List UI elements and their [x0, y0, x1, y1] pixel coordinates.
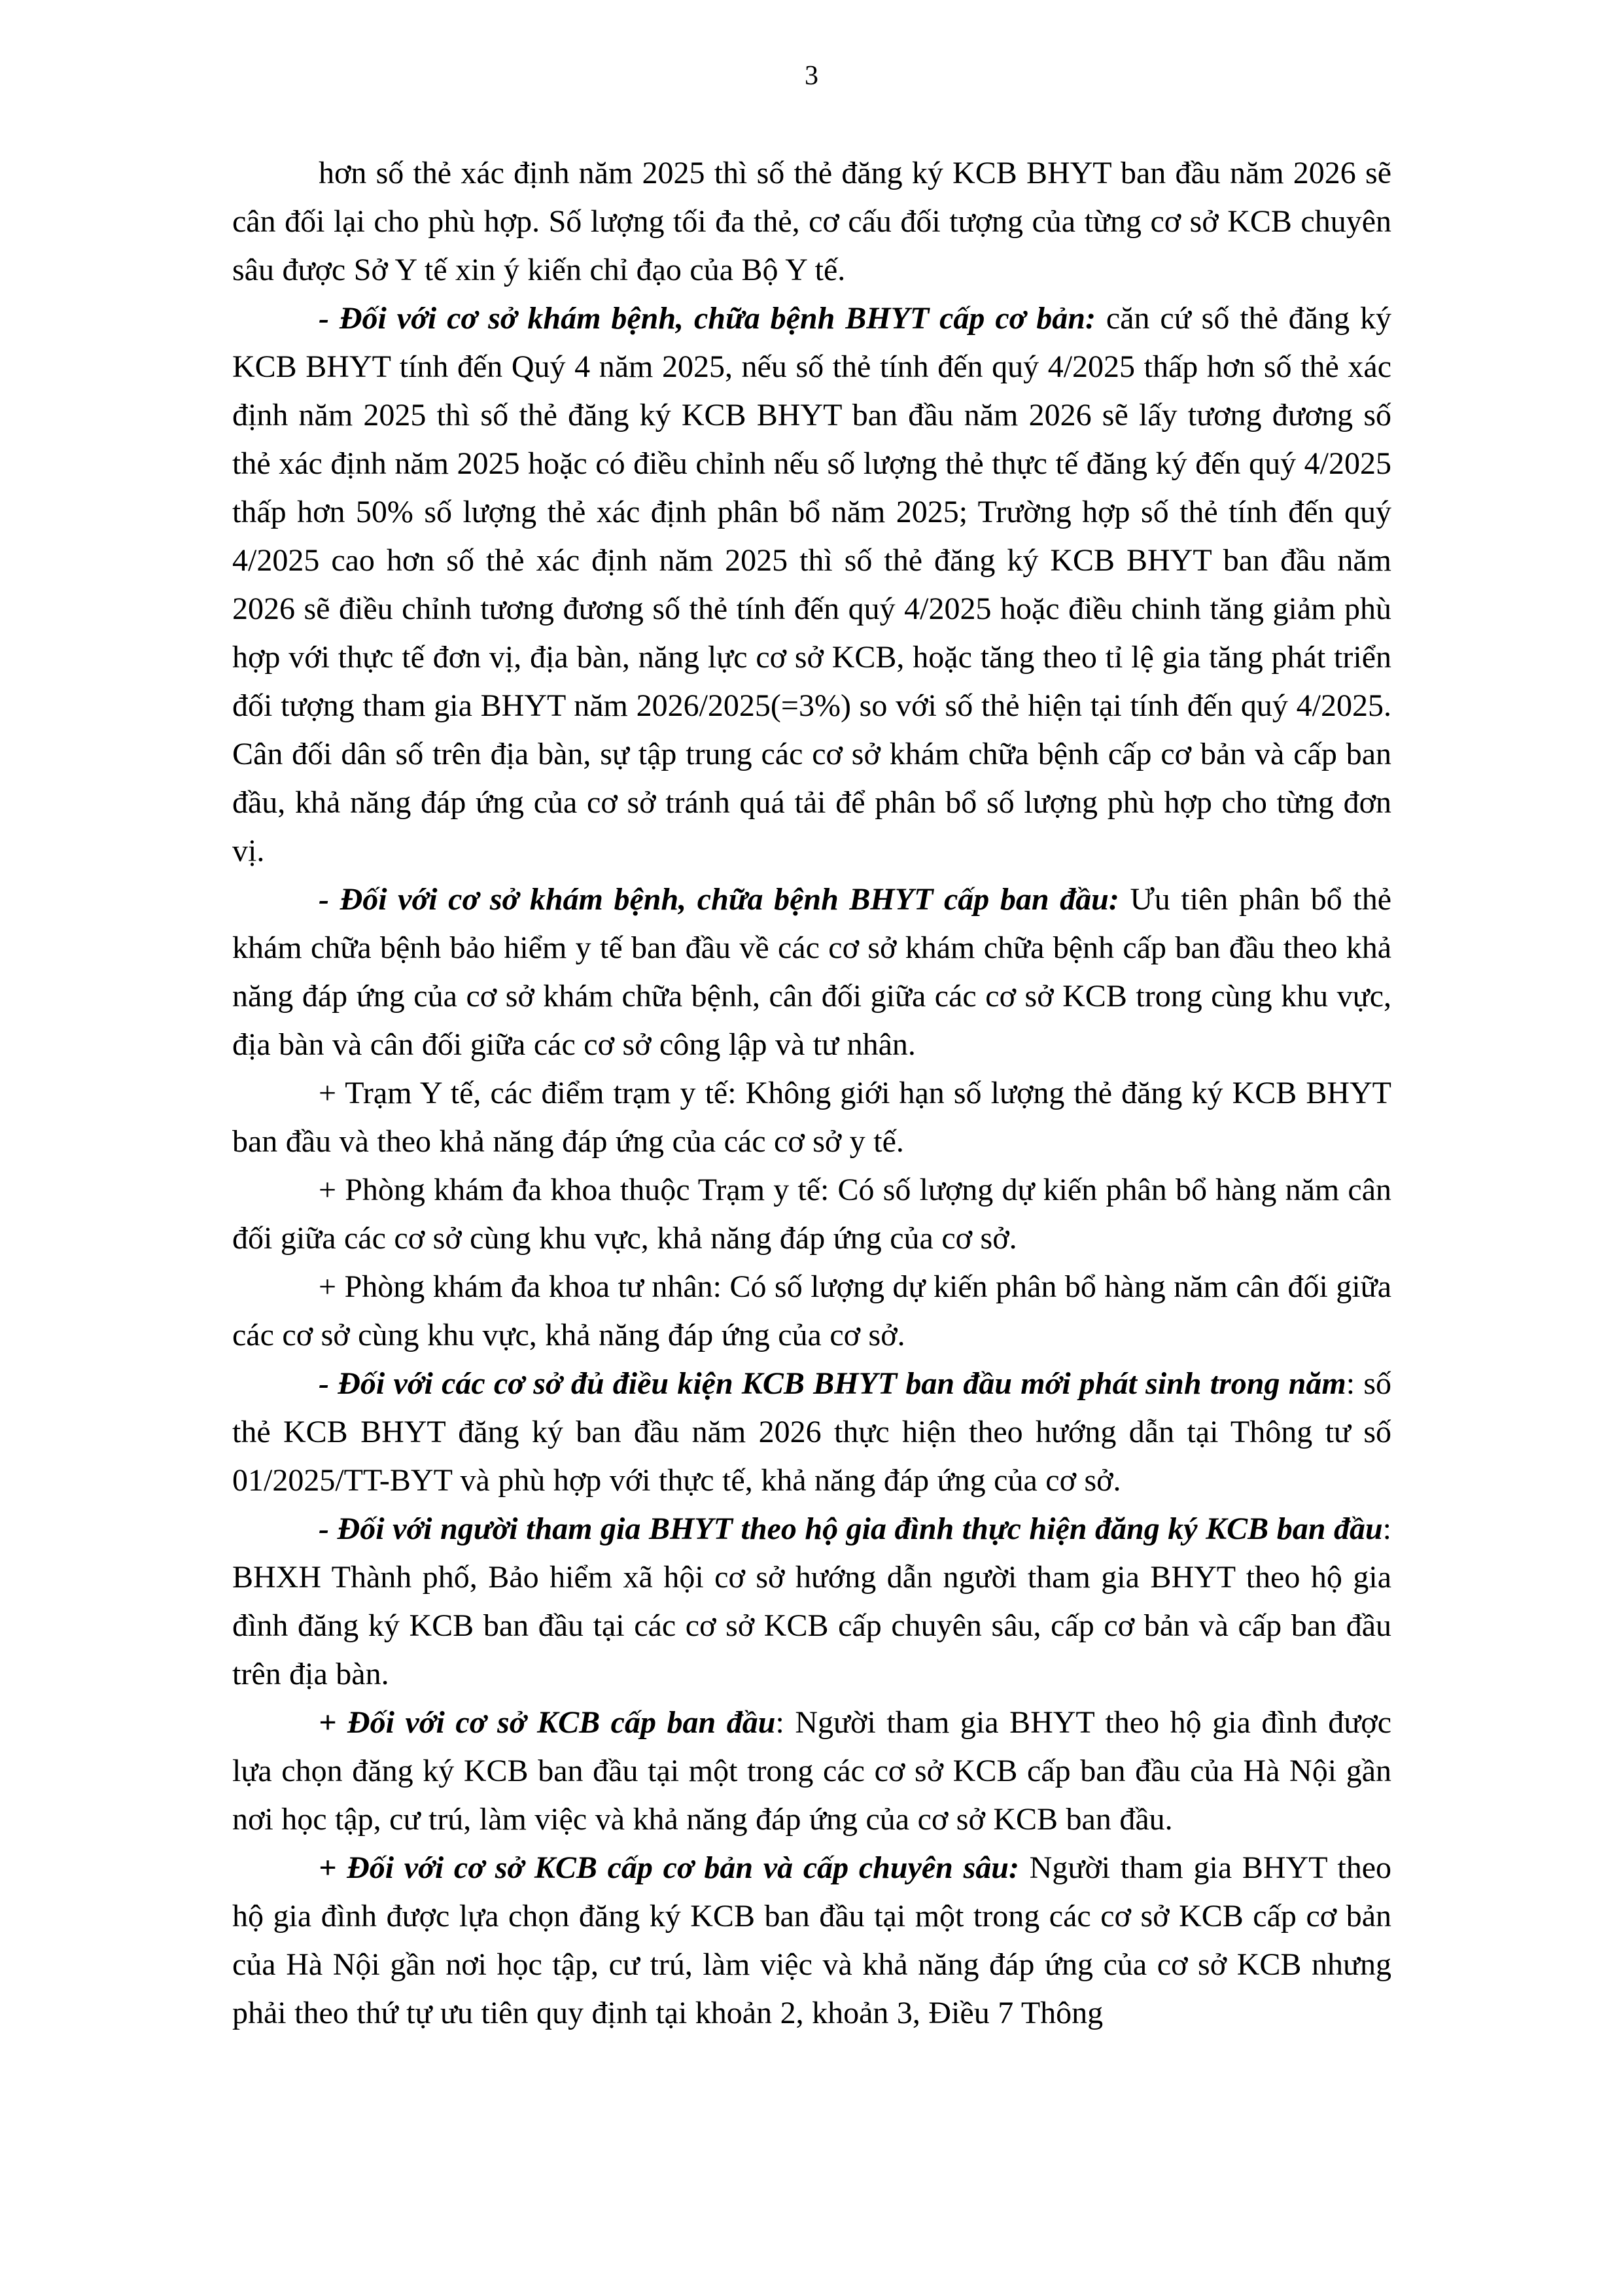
paragraph [232, 149, 1391, 294]
document-body [232, 149, 1391, 2038]
paragraph-text-run: Ưu tiên phân bổ thẻ khám chữa bệnh bảo hiểm y tế ban đầu về các cơ sở khám chữa bệnh cấp ban đầu theo khả năng đáp ứng của cơ sở khám chữa bệnh, cân đối giữa các cơ sở KCB trong cùng khu vực, địa bàn và cân đối giữa các cơ sở công lập và tư nhân. [232, 882, 1391, 1062]
paragraph-text-run: hơn số thẻ xác định năm 2025 thì số thẻ đăng ký KCB BHYT ban đầu năm 2026 sẽ cân đối lại cho phù hợp. Số lượng tối đa thẻ, cơ cấu đối tượng của từng cơ sở KCB chuyên sâu được Sở Y tế xin ý kiến chỉ đạo của Bộ Y tế. [232, 156, 1391, 287]
paragraph [232, 875, 1391, 1069]
paragraph-text-run: : số thẻ KCB BHYT đăng ký ban đầu năm 2026 thực hiện theo hướng dẫn tại Thông tư số 01/2025/TT-BYT và phù hợp với thực tế, khả năng đáp ứng của cơ sở. [232, 1366, 1391, 1498]
paragraph [232, 1844, 1391, 2038]
paragraph-heading-run: + Đối với cơ sở KCB cấp cơ bản và cấp chuyên sâu: [319, 1850, 1019, 1885]
paragraph-heading-run: + Đối với cơ sở KCB cấp ban đầu [319, 1705, 776, 1740]
paragraph [232, 1505, 1391, 1699]
paragraph-text-run: Người tham gia BHYT theo hộ gia đình được lựa chọn đăng ký KCB ban đầu tại một trong các cơ sở KCB cấp cơ bản của Hà Nội gần nơi học tập, cư trú, làm việc và khả năng đáp ứng của cơ sở KCB nhưng phải theo thứ tự ưu tiên quy định tại khoản 2, khoản 3, Điều 7 Thông [232, 1850, 1391, 2030]
paragraph-text-run: : BHXH Thành phố, Bảo hiểm xã hội cơ sở hướng dẫn người tham gia BHYT theo hộ gia đình đăng ký KCB ban đầu tại các cơ sở KCB cấp chuyên sâu, cấp cơ bản và cấp ban đầu trên địa bàn. [232, 1511, 1391, 1691]
paragraph [232, 1263, 1391, 1360]
paragraph-heading-run: - Đối với người tham gia BHYT theo hộ gia đình thực hiện đăng ký KCB ban đầu [319, 1511, 1383, 1546]
paragraph-text-run: + Phòng khám đa khoa tư nhân: Có số lượng dự kiến phân bổ hàng năm cân đối giữa các cơ sở cùng khu vực, khả năng đáp ứng của cơ sở. [232, 1269, 1391, 1352]
paragraph-text-run: : Người tham gia BHYT theo hộ gia đình được lựa chọn đăng ký KCB ban đầu tại một trong các cơ sở KCB cấp ban đầu của Hà Nội gần nơi học tập, cư trú, làm việc và khả năng đáp ứng của cơ sở KCB ban đầu. [232, 1705, 1391, 1837]
paragraph-heading-run: - Đối với các cơ sở đủ điều kiện KCB BHYT ban đầu mới phát sinh trong năm [319, 1366, 1346, 1401]
paragraph [232, 1360, 1391, 1505]
paragraph-text-run: căn cứ số thẻ đăng ký KCB BHYT tính đến Quý 4 năm 2025, nếu số thẻ tính đến quý 4/2025 thấp hơn số thẻ xác định năm 2025 thì số thẻ đăng ký KCB BHYT ban đầu năm 2026 sẽ lấy tương đương số thẻ xác định năm 2025 hoặc có điều chỉnh nếu số lượng thẻ thực tế đăng ký đến quý 4/2025 thấp hơn 50% số lượng thẻ xác định phân bổ năm 2025; Trường hợp số thẻ tính đến quý 4/2025 cao hơn số thẻ xác định năm 2025 thì số thẻ đăng ký KCB BHYT ban đầu năm 2026 sẽ điều chỉnh tương đương số thẻ tính đến quý 4/2025 hoặc điều chinh tăng giảm phù hợp với thực tế đơn vị, địa bàn, năng lực cơ sở KCB, hoặc tăng theo tỉ lệ gia tăng phát triển đối tượng tham gia BHYT năm 2026/2025(=3%) so với số thẻ hiện tại tính đến quý 4/2025. Cân đối dân số trên địa bàn, sự tập trung các cơ sở khám chữa bệnh cấp cơ bản và cấp ban đầu, khả năng đáp ứng của cơ sở tránh quá tải để phân bổ số lượng phù hợp cho từng đơn vị. [232, 301, 1391, 868]
paragraph [232, 1699, 1391, 1844]
paragraph-text-run: + Phòng khám đa khoa thuộc Trạm y tế: Có số lượng dự kiến phân bổ hàng năm cân đối giữa các cơ sở cùng khu vực, khả năng đáp ứng của cơ sở. [232, 1173, 1391, 1256]
paragraph-text-run: + Trạm Y tế, các điểm trạm y tế: Không giới hạn số lượng thẻ đăng ký KCB BHYT ban đầu và theo khả năng đáp ứng của các cơ sở y tế. [232, 1076, 1391, 1159]
page-number: 3 [805, 61, 818, 91]
paragraph [232, 1166, 1391, 1263]
paragraph [232, 294, 1391, 875]
paragraph-heading-run: - Đối với cơ sở khám bệnh, chữa bệnh BHYT cấp cơ bản: [319, 301, 1096, 336]
paragraph [232, 1069, 1391, 1166]
paragraph-heading-run: - Đối với cơ sở khám bệnh, chữa bệnh BHYT cấp ban đầu: [319, 882, 1119, 917]
